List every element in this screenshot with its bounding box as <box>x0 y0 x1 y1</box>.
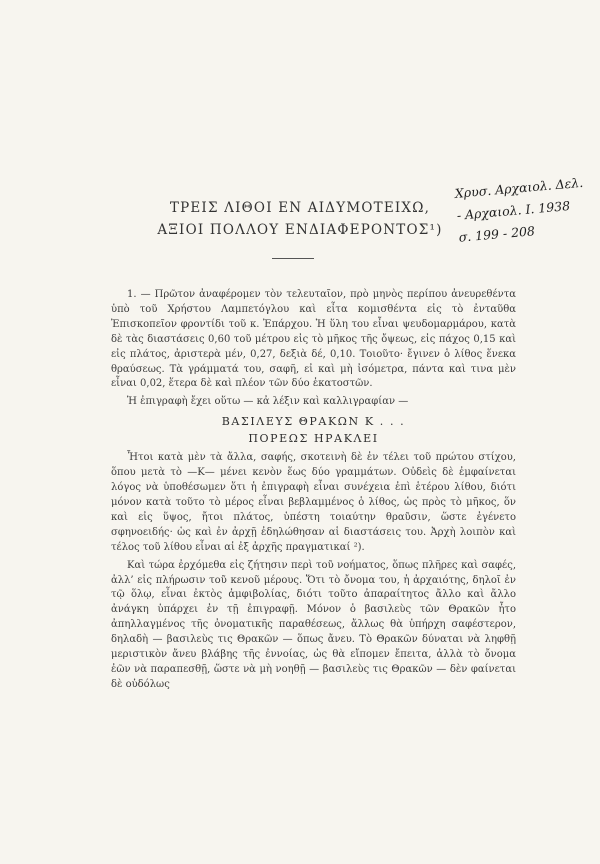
title-divider <box>272 258 314 259</box>
paragraph-2: Ἡ ἐπιγραφὴ ἔχει οὕτω — κἀ λέξιν καὶ καλλιγραφίαν — <box>127 396 409 408</box>
title-line-1: ΤΡΕΙΣ ΛΙΘΟΙ ΕΝ ΑΙΔΥΜΟΤΕΙΧΩ, <box>169 200 431 216</box>
paragraph-1: 1. — Πρῶτον ἀναφέρομεν τὸν τελευταῖον, πρὸ μηνὸς περίπου ἀνευρεθέντα ὑπὸ τοῦ Χρήστου Λαμπετόγλου καὶ εἶτα κομισθέντα εἰς τὸ ἐνταῦθα Ἐπισκοπεῖον φροντίδι τοῦ κ. Ἐπάρχου. Ἡ ὕλη του εἶναι ψευδομαρμάρου, κατὰ δὲ τὰς διαστάσεις 0,60 τοῦ μέτρου εἰς τὸ μῆκος τῆς ὄψεως, εἰς πάχος 0,15 καὶ εἰς πλάτος, ἀριστερὰ μέν, 0,27, δεξιὰ δέ, 0,10. Τοιοῦτο· ἔγινεν ὁ λίθος ἕνεκα θραύσεως. Τὰ γράμματά του, σαφῆ, εἰ καὶ μὴ ἰσόμετρα, πάντα καὶ τινα μὲν εἶναι 0,02, ἕτερα δὲ καὶ πλέον τῶν δύο ἑκατοστῶν. <box>111 289 516 390</box>
inscription-block <box>111 413 516 447</box>
handwritten-line-3: σ. 199 - 208 <box>458 223 536 245</box>
title-line-2: ΑΞΙΟΙ ΠΟΛΛΟΥ ΕΝΔΙΑΦΕΡΟΝΤΟΣ¹) <box>157 222 443 238</box>
handwritten-line-1: Χρυσ. Αρχαιολ. Δελ. <box>454 174 584 201</box>
inscription-line-2: ΠΟΡΕΩΣ ΗΡΑΚΛΕΙ <box>248 432 379 446</box>
paragraph-3: Ἧτοι κατὰ μὲν τὰ ἄλλα, σαφής, σκοτεινὴ δὲ ἐν τέλει τοῦ πρώτου στίχου, ὅπου μετὰ τὸ —Κ— μένει κενὸν ἕως δύο γραμμάτων. Οὐδεὶς δὲ ἐμφαίνεται λόγος νὰ ὑποθέσωμεν ὅτι ἡ ἐπιγραφὴ εἶναι συνέχεια ἐπὶ ἑτέρου λίθου, διότι μόνον κατὰ τοῦτο τὸ μέρος εἶναι βεβλαμμένος ὁ λίθος, ὡς πρὸς τὸ μῆκος, ὅν καὶ εἰς ὕψος, ἤτοι πλάτος, ὑπέστη τοιαύτην θραῦσιν, ὥστε ἐγένετο σφηνοειδής· ὡς καὶ ἐν ἀρχῇ ἐδηλώθησαν αἱ διαστάσεις του. Ἀρχὴ λοιπὸν καὶ τέλος τοῦ λίθου εἶναι αἱ ἐξ ἀρχῆς πραγματικαί ²). <box>111 452 516 553</box>
article-body <box>111 288 516 696</box>
paragraph-4: Καὶ τώρα ἐρχόμεθα εἰς ζήτησιν περὶ τοῦ νοήματος, ὅπως πλῆρες καὶ σαφές, ἀλλ’ εἰς πλήρωσιν τοῦ κενοῦ μέρους. Ὅτι τὸ ὄνομα του, ἡ ἀρχαιότης, δηλοῖ ἐν τῷ ὅλῳ, εἶναι ἐκτὸς ἀμφιβολίας, διότι τοῦτο ἀπαραίτητος ἄλλο καὶ ἄλλο ἀνάγκη ὑπάρχει ἐν τῇ ἐπιγραφῇ. Μόνον ὁ βασιλεὺς τῶν Θρακῶν ἦτο ἀπηλλαγμένος τῆς ὀνοματικῆς παραθέσεως, ἄλλως θὰ ὑπήρχη σαφέστερον, δηλαδὴ — βασιλεὺς τις Θρακῶν — ὅπως ἄνευ. Τὸ Θρακῶν δύναται νὰ ληφθῇ μεριστικὸν ἄνευ βλάβης τῆς ἐννοίας, ὡς θὰ εἴπομεν ἔπειτα, ἀλλὰ τὸ ὄνομα ἐῶν νὰ παραπεσθῇ, ὥστε νὰ μὴ νοηθῇ — βασιλεὺς τις Θρακῶν — δὲν φαίνεται δὲ οὐδόλως <box>111 559 516 690</box>
handwritten-note <box>454 171 599 249</box>
inscription-line-1: ΒΑΣΙΛΕΥΣ ΘΡΑΚΩΝ Κ . . . <box>221 415 406 429</box>
handwritten-line-2: - Αρχαιολ. Ι. 1938 <box>456 198 571 223</box>
